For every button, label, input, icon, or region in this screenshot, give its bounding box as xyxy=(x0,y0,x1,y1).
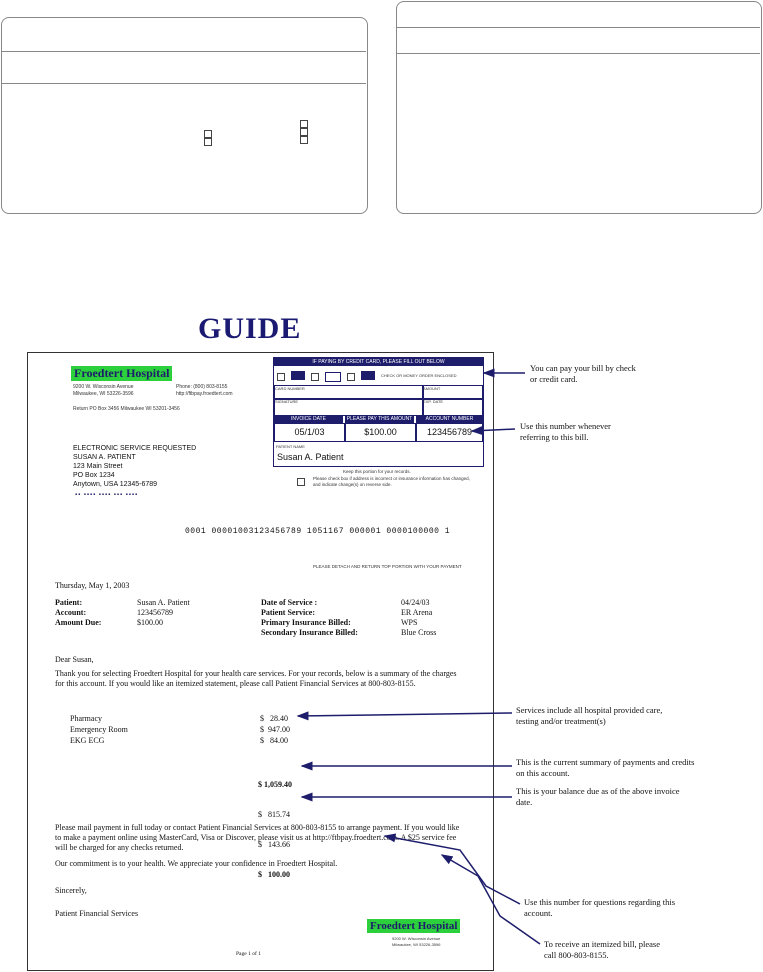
annotation-summary: This is the current summary of payments and credits on this account. xyxy=(516,757,695,778)
return-note: Return PO Box 3456 Milwaukee WI 53201-3456 xyxy=(73,406,180,412)
total-payments: $ 815.74 xyxy=(258,810,290,819)
detail-value: Susan A. Patient xyxy=(137,598,190,607)
card-number-label: CARD NUMBER xyxy=(275,386,305,391)
amount-label: AMOUNT xyxy=(423,386,441,391)
footer-address-1: 9200 W. Wisconsin Avenue xyxy=(392,936,441,941)
total-adjustments: $ 143.66 xyxy=(258,840,290,849)
intro-paragraph: Thank you for selecting Froedtert Hospital for your health care services. For your records, below is a summary of the charges for this account. If you would like an itemized statement, please call Patient Financial Services at 800-803-8155. xyxy=(55,669,457,688)
amount-due-header: PLEASE PAY THIS AMOUNT xyxy=(346,416,413,422)
detail-label: Secondary Insurance Billed: xyxy=(261,628,358,637)
greeting: Dear Susan, xyxy=(55,655,94,664)
recipient-city: Anytown, USA 12345-6789 xyxy=(73,481,158,488)
total-charges: $ 1,059.40 xyxy=(258,780,292,789)
hospital-address-1: 9200 W. Wisconsin Avenue xyxy=(73,384,134,390)
footer-hospital-logo: Froedtert Hospital xyxy=(367,919,460,933)
detail-value: ER Arena xyxy=(401,608,433,617)
recipient-line1: ELECTRONIC SERVICE REQUESTED xyxy=(73,445,197,452)
detail-label: Date of Service : xyxy=(261,598,318,607)
hospital-web: http://ftbpay.froedtert.com xyxy=(176,391,233,397)
detail-label: Patient Service: xyxy=(261,608,315,617)
detail-label: Primary Insurance Billed: xyxy=(261,618,351,627)
service-amount: $ 84.00 xyxy=(260,736,288,745)
service-name: Emergency Room xyxy=(70,725,128,734)
service-name: EKG ECG xyxy=(70,736,105,745)
arrow-account-number xyxy=(472,429,515,431)
sincerely-text: Sincerely, xyxy=(55,886,87,895)
detail-value: WPS xyxy=(401,618,418,627)
page-number: Page 1 of 1 xyxy=(236,951,261,957)
detail-value: $100.00 xyxy=(137,618,163,627)
letter-date: Thursday, May 1, 2003 xyxy=(55,581,130,590)
recipient-name: SUSAN A. PATIENT xyxy=(73,454,136,461)
guide-title: GUIDE xyxy=(198,312,302,345)
scan-line: 0001 00001003123456789 1051167 000001 0000100000 1 xyxy=(185,527,451,536)
annotation-questions: Use this number for questions regarding this account. xyxy=(524,897,676,918)
detail-value: 123456789 xyxy=(137,608,173,617)
exp-date-label: EXP. DATE xyxy=(423,399,444,404)
hospital-address-2: Milwaukee, WI 53226-3596 xyxy=(73,391,134,397)
arrow-itemized xyxy=(442,855,540,944)
recipient-street: 123 Main Street xyxy=(73,463,123,470)
annotation-itemized: To receive an itemized bill, please call 800-803-8155. xyxy=(544,939,660,960)
annotation-services: Services include all hospital provided care, testing and/or treatment(s) xyxy=(516,705,663,726)
annotation-balance: This is your balance due as of the above invoice date. xyxy=(516,786,680,807)
patient-name-label: PATIENT NAME xyxy=(276,444,305,449)
amount-due-value: $100.00 xyxy=(345,423,416,442)
invoice-date-value: 05/1/03 xyxy=(274,423,345,442)
commitment-text: Our commitment is to your health. We appreciate your confidence in Froedtert Hospital. xyxy=(55,859,338,868)
balance-due: $ 100.00 xyxy=(258,870,290,879)
invoice-date-header: INVOICE DATE xyxy=(274,416,343,423)
hospital-phone: Phone: (800) 803-8155 xyxy=(176,384,228,390)
check-option-label: CHECK OR MONEY ORDER ENCLOSED xyxy=(381,373,457,378)
service-amount: $ 947.00 xyxy=(260,725,290,734)
service-amount: $ 28.40 xyxy=(260,714,288,723)
annotation-pay-options: You can pay your bill by check or credit card. xyxy=(530,363,636,384)
detail-value: 04/24/03 xyxy=(401,598,430,607)
signoff-text: Patient Financial Services xyxy=(55,909,139,918)
address-change-note: Please check box if address is incorrect or insurance information has changed, and indicate change(s) on reverse side. xyxy=(313,476,470,487)
arrow-questions xyxy=(385,836,520,904)
receipt-note: Keep this portion for your records. xyxy=(343,469,411,474)
payment-box-header: IF PAYING BY CREDIT CARD, PLEASE FILL OUT BELOW xyxy=(274,358,483,366)
detail-value: Blue Cross xyxy=(401,628,437,637)
account-number-value: 123456789 xyxy=(416,423,483,442)
account-number-header: ACCOUNT NUMBER xyxy=(416,416,483,423)
hospital-logo: Froedtert Hospital xyxy=(71,366,172,381)
arrow-services xyxy=(298,713,512,716)
detail-label: Patient: xyxy=(55,598,83,607)
footer-address-2: Milwaukee, WI 53226-3596 xyxy=(392,942,441,947)
postal-barcode: ▪▪ ▪▪▪▪ ▪▪▪▪ ▪▪▪ ▪▪▪▪ xyxy=(75,492,139,498)
detail-label: Amount Due: xyxy=(55,618,102,627)
payment-paragraph: Please mail payment in full today or contact Patient Financial Services at 800-803-8155 to arrange payment. If you would like to make a payment online using MasterCard, Visa or Discover, please visit us at http://ftbpay.froedtert.com. A $25 service fee will be charged for any checks returned. xyxy=(55,823,460,852)
patient-name-value: Susan A. Patient xyxy=(277,452,344,462)
service-name: Pharmacy xyxy=(70,714,102,723)
recipient-po: PO Box 1234 xyxy=(73,472,115,479)
annotation-account-number: Use this number whenever referring to this bill. xyxy=(520,421,611,442)
signature-label: SIGNATURE xyxy=(275,399,299,404)
detach-note: PLEASE DETACH AND RETURN TOP PORTION WITH YOUR PAYMENT xyxy=(313,564,462,569)
detail-label: Account: xyxy=(55,608,87,617)
